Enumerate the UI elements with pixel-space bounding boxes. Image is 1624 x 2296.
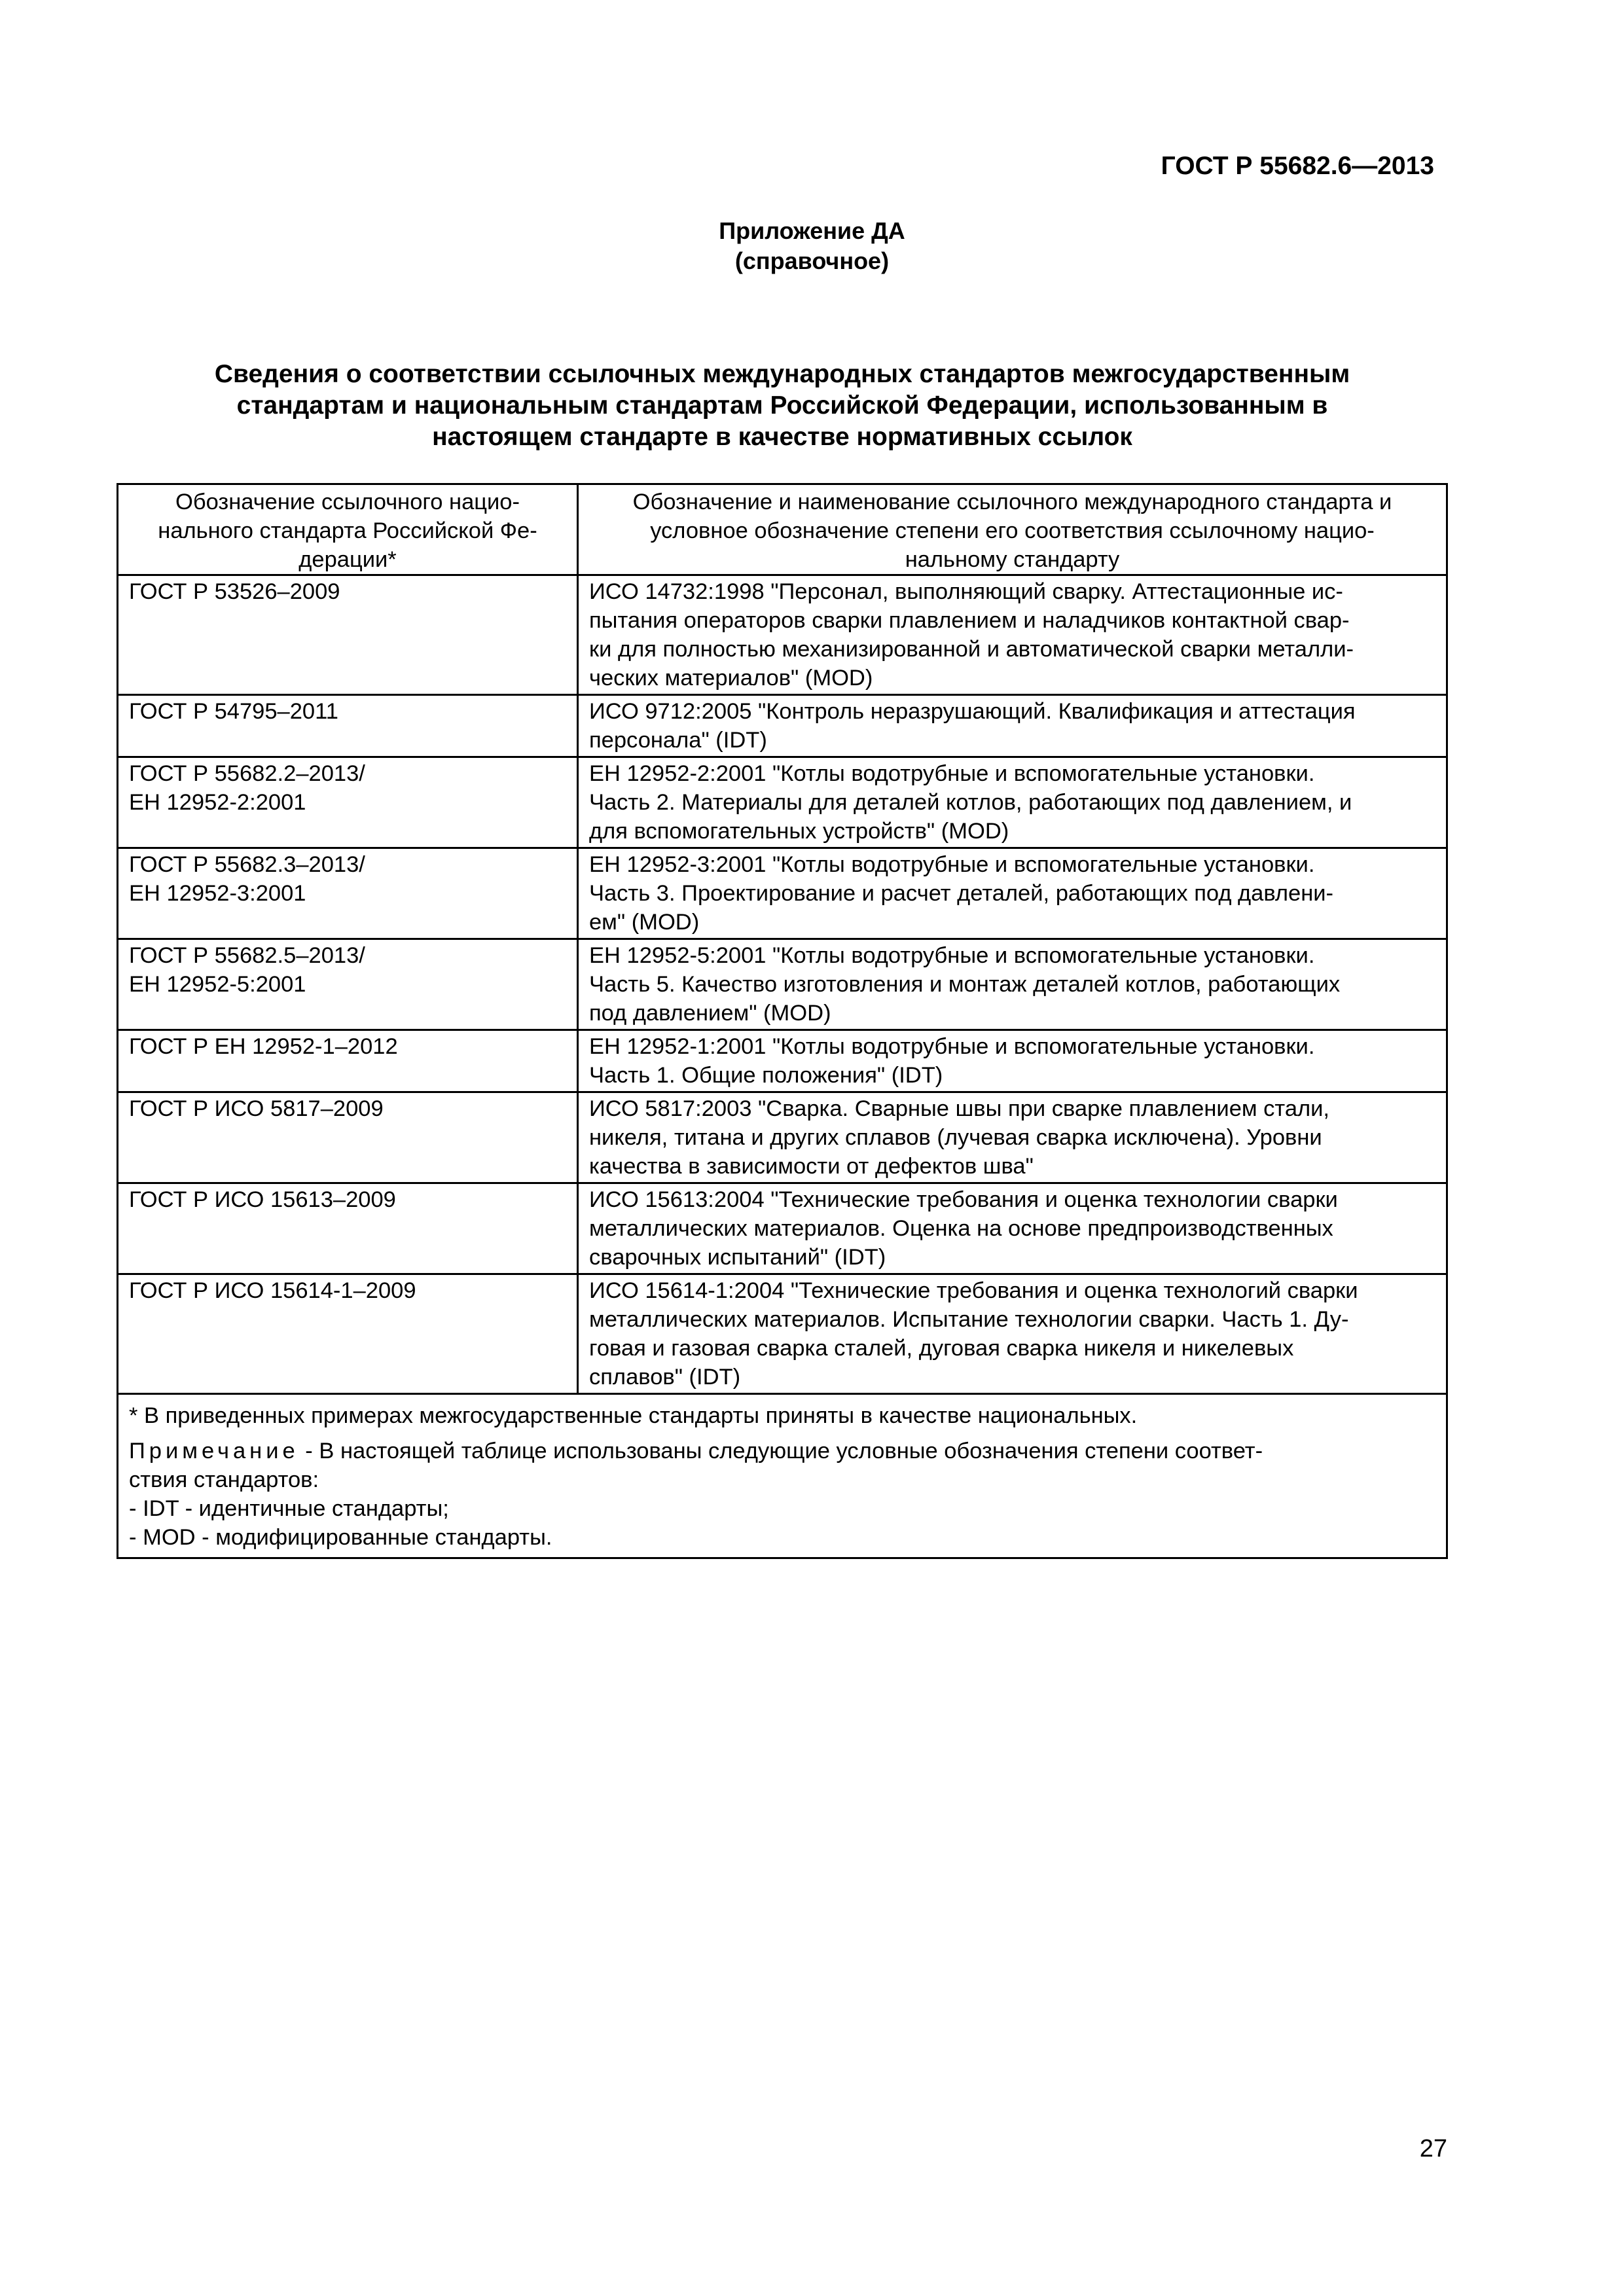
- international-standard-line: ем" (MOD): [589, 910, 700, 935]
- international-standard-line: ЕН 12952-1:2001 "Котлы водотрубные и вспомогательные установки.: [589, 1034, 1315, 1059]
- header-line: Обозначение и наименование ссылочного международного стандарта и: [632, 490, 1392, 514]
- table-row: [118, 1092, 1447, 1183]
- page-number: 27: [1419, 2135, 1447, 2162]
- national-standard-line: ЕН 12952-5:2001: [129, 972, 306, 997]
- national-standard-cell: [118, 1274, 578, 1394]
- national-standard-cell: [118, 575, 578, 695]
- international-standard-line: для вспомогательных устройств" (MOD): [589, 819, 1009, 844]
- national-standard-cell: [118, 757, 578, 848]
- table-notes-row: [118, 1394, 1447, 1558]
- document-number: ГОСТ Р 55682.6—2013: [1161, 152, 1434, 180]
- international-standard-line: качества в зависимости от дефектов шва": [589, 1154, 1034, 1179]
- international-standard-line: Часть 5. Качество изготовления и монтаж деталей котлов, работающих: [589, 972, 1341, 997]
- international-standard-line: Часть 3. Проектирование и расчет деталей, работающих под давлени-: [589, 881, 1334, 906]
- table-row: [118, 1183, 1447, 1274]
- international-standard-line: ИСО 5817:2003 "Сварка. Сварные швы при сварке плавлением стали,: [589, 1096, 1330, 1121]
- title-line: настоящем стандарте в качестве нормативных ссылок: [432, 423, 1132, 451]
- international-standard-cell: [578, 1274, 1447, 1394]
- international-standard-line: персонала" (IDT): [589, 728, 767, 753]
- international-standard-line: ИСО 14732:1998 "Персонал, выполняющий сварку. Аттестационные ис-: [589, 579, 1343, 604]
- header-line: нальному стандарту: [905, 547, 1120, 572]
- header-line: нального стандарта Российской Фе-: [158, 518, 537, 543]
- international-standard-line: говая и газовая сварка сталей, дуговая сварка никеля и никелевых: [589, 1336, 1294, 1361]
- national-standard-cell: [118, 1030, 578, 1092]
- table-row: [118, 575, 1447, 695]
- note-idt: - IDT - идентичные стандарты;: [129, 1496, 449, 1521]
- header-national: [118, 484, 578, 575]
- table-notes: [118, 1394, 1447, 1558]
- international-standard-cell: [578, 695, 1447, 757]
- table-row: [118, 695, 1447, 757]
- header-line: условное обозначение степени его соответствия ссылочному нацио-: [650, 518, 1375, 543]
- international-standard-line: Часть 1. Общие положения" (IDT): [589, 1063, 943, 1088]
- national-standard-line: ГОСТ Р ЕН 12952-1–2012: [129, 1034, 398, 1059]
- annex-heading: [0, 216, 1624, 276]
- international-standard-line: ИСО 15613:2004 "Технические требования и оценка технологии сварки: [589, 1187, 1338, 1212]
- international-standard-cell: [578, 757, 1447, 848]
- table-row: [118, 1030, 1447, 1092]
- national-standard-cell: [118, 848, 578, 939]
- international-standard-line: сварочных испытаний" (IDT): [589, 1245, 886, 1270]
- national-standard-line: ЕН 12952-3:2001: [129, 881, 306, 906]
- national-standard-line: ГОСТ Р 54795–2011: [129, 699, 338, 724]
- note-line: ствия стандартов:: [129, 1467, 319, 1492]
- note-line: [129, 1437, 1435, 1465]
- national-standard-cell: [118, 939, 578, 1030]
- international-standard-line: пытания операторов сварки плавлением и наладчиков контактной свар-: [589, 608, 1350, 633]
- note-label: Примечание: [129, 1439, 299, 1463]
- header-line: Обозначение ссылочного нацио-: [175, 490, 520, 514]
- note-mod: - MOD - модифицированные стандарты.: [129, 1525, 552, 1550]
- international-standard-line: ческих материалов" (MOD): [589, 666, 873, 691]
- header-line: дерации*: [298, 547, 397, 572]
- international-standard-line: сплавов" (IDT): [589, 1365, 741, 1390]
- national-standard-line: ГОСТ Р ИСО 15613–2009: [129, 1187, 396, 1212]
- table-row: [118, 939, 1447, 1030]
- footnote: * В приведенных примерах межгосударственные стандарты приняты в качестве национальных.: [129, 1403, 1138, 1428]
- national-standard-line: ГОСТ Р 55682.2–2013/: [129, 761, 365, 786]
- international-standard-cell: [578, 1030, 1447, 1092]
- national-standard-line: ГОСТ Р 53526–2009: [129, 579, 340, 604]
- international-standard-line: ки для полностью механизированной и автоматической сварки металли-: [589, 637, 1354, 662]
- international-standard-line: ИСО 9712:2005 "Контроль неразрушающий. Квалификация и аттестация: [589, 699, 1356, 724]
- international-standard-cell: [578, 848, 1447, 939]
- national-standard-line: ЕН 12952-2:2001: [129, 790, 306, 815]
- title-line: стандартам и национальным стандартам Российской Федерации, использованным в: [236, 391, 1328, 420]
- international-standard-line: никеля, титана и других сплавов (лучевая сварка исключена). Уровни: [589, 1125, 1322, 1150]
- header-international: [578, 484, 1447, 575]
- table-row: [118, 848, 1447, 939]
- annex-label: Приложение ДА: [719, 217, 905, 244]
- international-standard-line: под давлением" (MOD): [589, 1001, 831, 1026]
- international-standard-line: ЕН 12952-2:2001 "Котлы водотрубные и вспомогательные установки.: [589, 761, 1315, 786]
- international-standard-cell: [578, 1092, 1447, 1183]
- national-standard-line: ГОСТ Р 55682.3–2013/: [129, 852, 365, 877]
- title-line: Сведения о соответствии ссылочных международных стандартов межгосударственным: [214, 360, 1350, 388]
- national-standard-line: ГОСТ Р ИСО 15614-1–2009: [129, 1278, 416, 1303]
- national-standard-line: ГОСТ Р 55682.5–2013/: [129, 943, 365, 968]
- table-row: [118, 757, 1447, 848]
- national-standard-cell: [118, 1092, 578, 1183]
- international-standard-line: ИСО 15614-1:2004 "Технические требования и оценка технологий сварки: [589, 1278, 1358, 1303]
- international-standard-line: металлических материалов. Оценка на основе предпроизводственных: [589, 1216, 1333, 1241]
- annex-status: (справочное): [734, 247, 890, 274]
- table-row: [118, 1274, 1447, 1394]
- national-standard-cell: [118, 1183, 578, 1274]
- international-standard-cell: [578, 939, 1447, 1030]
- international-standard-cell: [578, 1183, 1447, 1274]
- international-standard-line: Часть 2. Материалы для деталей котлов, работающих под давлением, и: [589, 790, 1352, 815]
- national-standard-line: ГОСТ Р ИСО 5817–2009: [129, 1096, 384, 1121]
- international-standard-line: ЕН 12952-5:2001 "Котлы водотрубные и вспомогательные установки.: [589, 943, 1315, 968]
- national-standard-cell: [118, 695, 578, 757]
- international-standard-cell: [578, 575, 1447, 695]
- section-title: [118, 359, 1447, 453]
- table-header-row: [118, 484, 1447, 575]
- note-text: - В настоящей таблице использованы следующие условные обозначения степени соответ-: [298, 1439, 1263, 1463]
- international-standard-line: ЕН 12952-3:2001 "Котлы водотрубные и вспомогательные установки.: [589, 852, 1315, 877]
- standards-table: [117, 483, 1448, 1559]
- international-standard-line: металлических материалов. Испытание технологии сварки. Часть 1. Ду-: [589, 1307, 1349, 1332]
